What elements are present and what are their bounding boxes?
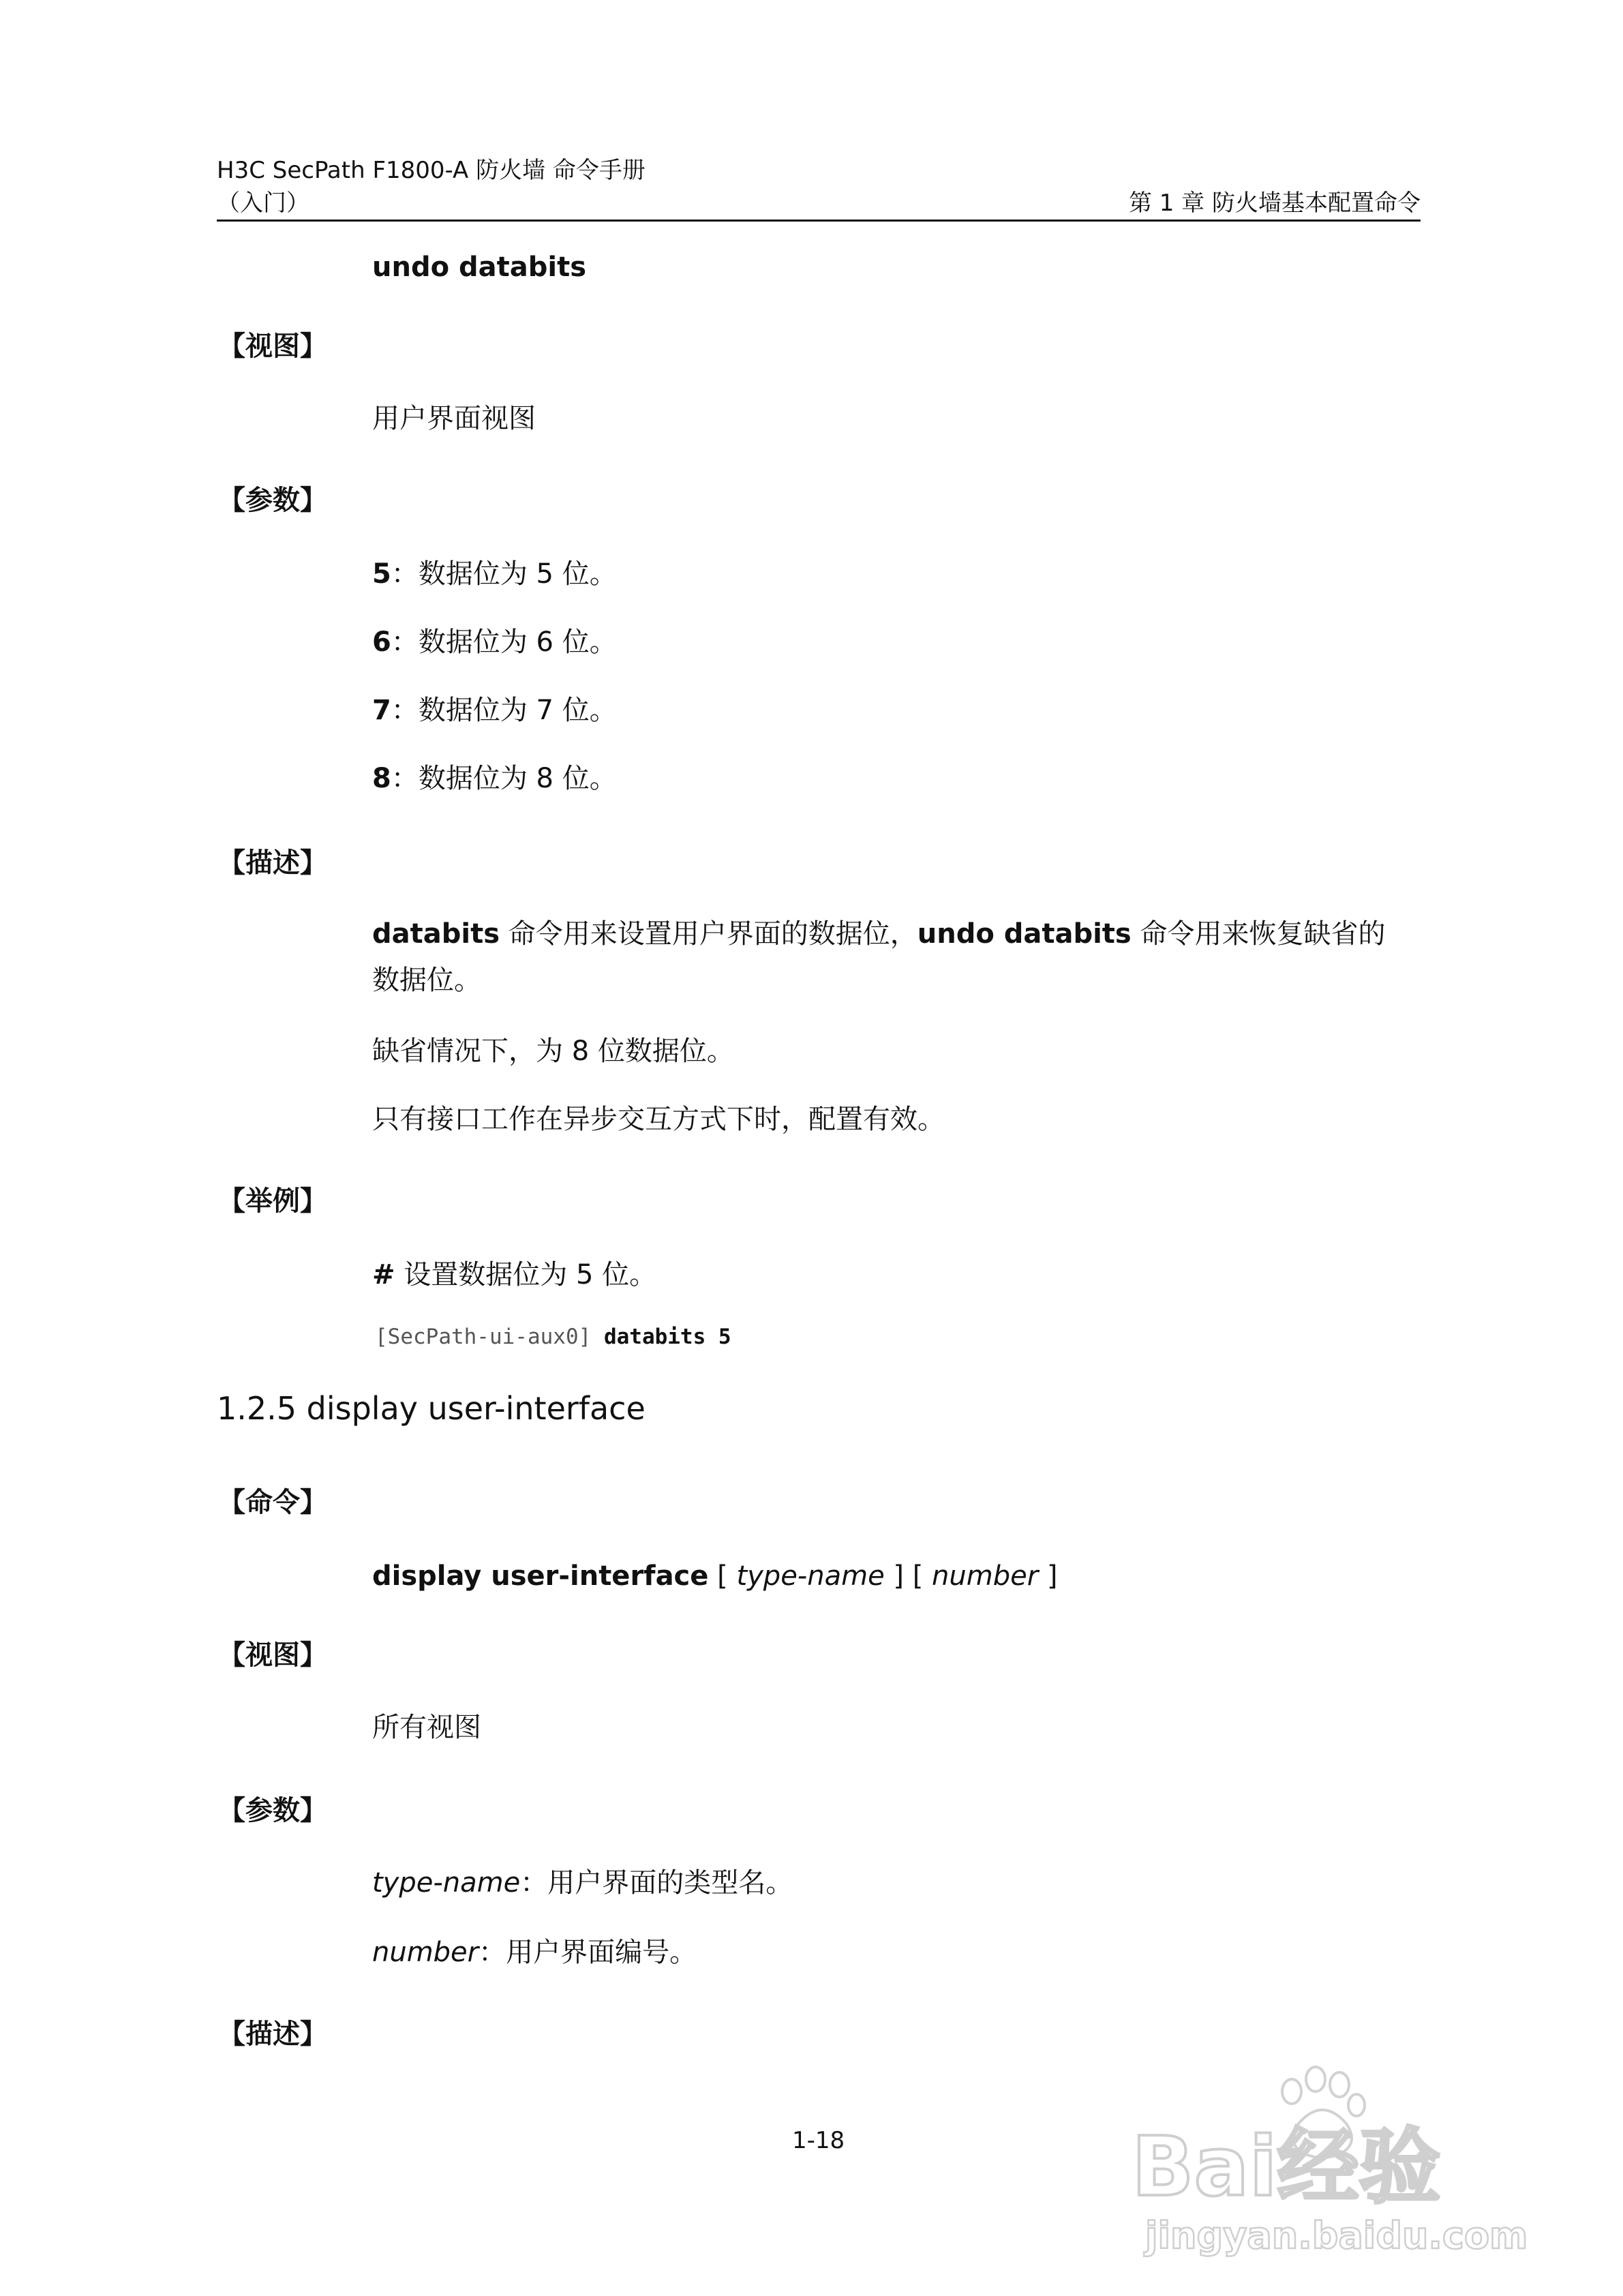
- param-desc: ：数据位为 8 位。: [391, 763, 617, 794]
- param-desc: ：用户界面编号。: [479, 1937, 697, 1968]
- param-item: [372, 1935, 697, 1970]
- command-syntax-undo: undo databits: [372, 252, 587, 283]
- example-caption: [372, 1257, 656, 1293]
- param-item: [372, 556, 617, 592]
- example-text: 设置数据位为 5 位。: [395, 1259, 657, 1290]
- param-key: type-name: [372, 1867, 521, 1899]
- header-chapter: 第 1 章 防火墙基本配置命令: [1128, 190, 1421, 217]
- header-title: H3C SecPath F1800-A 防火墙 命令手册: [217, 157, 646, 184]
- param-desc: ：数据位为 6 位。: [391, 626, 617, 658]
- inline-command: undo databits: [917, 918, 1132, 950]
- section-label-params: 【参数】: [218, 1795, 327, 1826]
- code-command: databits 5: [603, 1325, 731, 1349]
- bracket: ]: [1038, 1560, 1058, 1592]
- header-rule: [217, 220, 1421, 222]
- view-text: 用户界面视图: [372, 403, 536, 434]
- header-subtitle: （入门）: [217, 190, 309, 217]
- baidu-watermark: [1118, 2059, 1581, 2263]
- param-key: 6: [372, 626, 391, 658]
- watermark-url: jingyan.baidu.com: [1145, 2214, 1528, 2257]
- example-hash: #: [372, 1259, 395, 1290]
- section-label-params: 【参数】: [218, 485, 327, 516]
- section-label-command: 【命令】: [218, 1487, 327, 1518]
- note-text: 只有接口工作在异步交互方式下时，配置有效。: [372, 1104, 945, 1135]
- section-label-example: 【举例】: [218, 1185, 327, 1217]
- inline-command: databits: [372, 918, 500, 950]
- param-desc: ：数据位为 7 位。: [391, 695, 617, 726]
- command-syntax: [372, 1558, 1058, 1594]
- param-key: 5: [372, 558, 391, 590]
- command-arg: type-name: [736, 1560, 885, 1592]
- param-desc: ：用户界面的类型名。: [520, 1867, 793, 1899]
- page-number: 1-18: [792, 2127, 845, 2154]
- section-label-view: 【视图】: [218, 1640, 327, 1671]
- section-label-desc: 【描述】: [218, 847, 327, 879]
- param-item: [372, 1865, 793, 1901]
- watermark-brand: Bai经验: [1132, 2120, 1441, 2215]
- command-keyword: display user-interface: [372, 1560, 709, 1592]
- bracket: [: [708, 1560, 737, 1592]
- param-item: [372, 761, 617, 796]
- section-heading: 1.2.5 display user-interface: [217, 1390, 646, 1427]
- code-example: [375, 1323, 731, 1351]
- description-text: 命令用来恢复缺省的数据位。: [372, 918, 1386, 996]
- section-label-view: 【视图】: [218, 331, 327, 362]
- command-arg: number: [932, 1560, 1039, 1592]
- description-paragraph: [372, 911, 1408, 1003]
- param-item: [372, 693, 617, 728]
- section-label-desc: 【描述】: [218, 2019, 327, 2050]
- param-desc: ：数据位为 5 位。: [391, 558, 617, 590]
- bracket: ] [: [884, 1560, 932, 1592]
- param-key: 8: [372, 763, 391, 794]
- param-key: 7: [372, 695, 391, 726]
- param-item: [372, 624, 617, 660]
- default-text: 缺省情况下，为 8 位数据位。: [372, 1036, 734, 1067]
- code-prompt: [SecPath-ui-aux0]: [375, 1325, 604, 1349]
- param-key: number: [372, 1937, 479, 1968]
- view-text: 所有视图: [372, 1712, 481, 1743]
- description-text: 命令用来设置用户界面的数据位，: [500, 918, 917, 950]
